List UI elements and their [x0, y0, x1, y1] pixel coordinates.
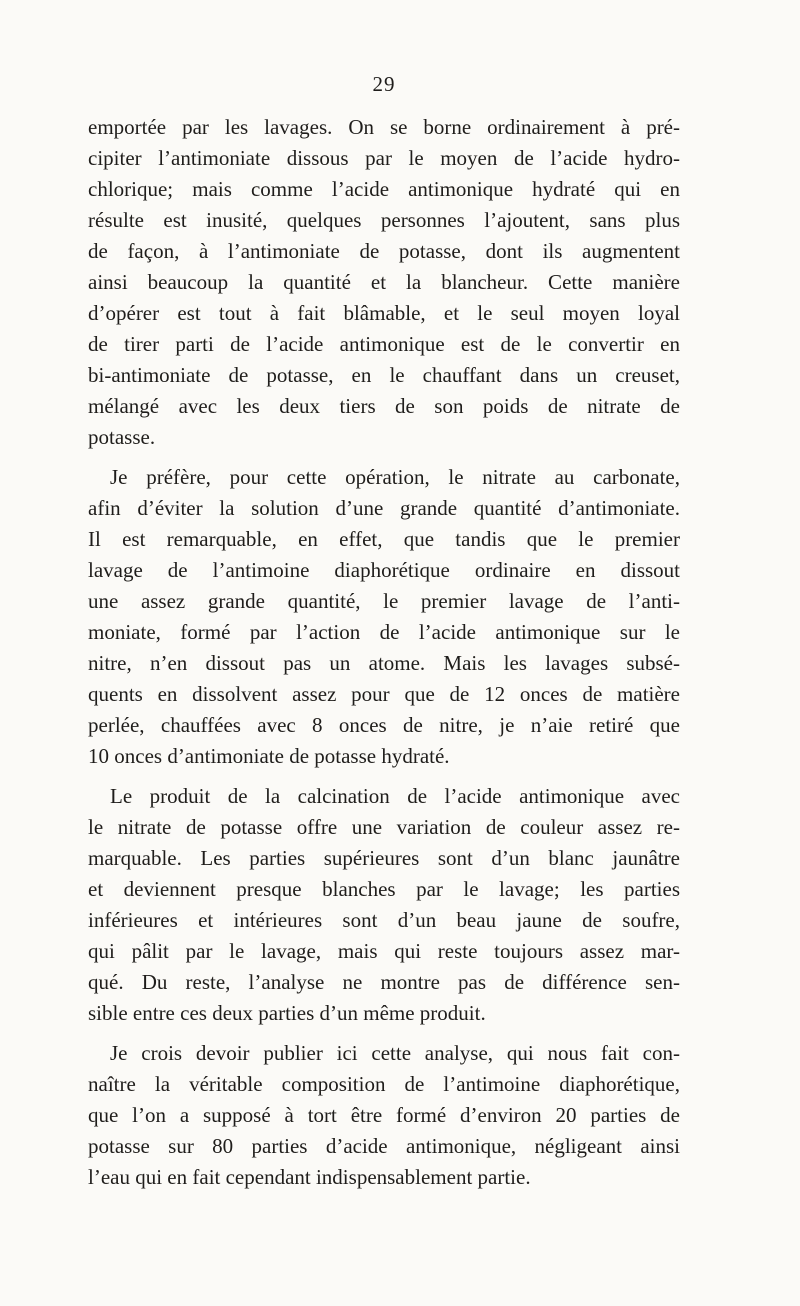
- text-line: bi-antimoniate de potasse, en le chauffant dans un creuset,: [88, 363, 680, 387]
- text-line: d’opérer est tout à fait blâmable, et le seul moyen loyal: [88, 301, 680, 325]
- text-line: potasse.: [88, 425, 156, 449]
- text-line: naître la véritable composition de l’antimoine diaphorétique,: [88, 1072, 680, 1096]
- text-line: perlée, chauffées avec 8 onces de nitre, je n’aie retiré que: [88, 713, 680, 737]
- text-line: de tirer parti de l’acide antimonique est de le convertir en: [88, 332, 680, 356]
- text-line: chlorique; mais comme l’acide antimonique hydraté qui en: [88, 177, 680, 201]
- text-line: ainsi beaucoup la quantité et la blancheur. Cette manière: [88, 270, 680, 294]
- text-line: inférieures et intérieures sont d’un beau jaune de soufre,: [88, 908, 680, 932]
- text-line: et deviennent presque blanches par le lavage; les parties: [88, 877, 680, 901]
- text-line: résulte est inusité, quelques personnes l’ajoutent, sans plus: [88, 208, 680, 232]
- text-line: Je crois devoir publier ici cette analyse, qui nous fait con-: [110, 1041, 680, 1065]
- book-page: [88, 0, 714, 1306]
- text-line: marquable. Les parties supérieures sont d’un blanc jaunâtre: [88, 846, 680, 870]
- text-line: moniate, formé par l’action de l’acide antimonique sur le: [88, 620, 680, 644]
- text-line: mélangé avec les deux tiers de son poids de nitrate de: [88, 394, 680, 418]
- text-line: que l’on a supposé à tort être formé d’environ 20 parties de: [88, 1103, 680, 1127]
- text-line: l’eau qui en fait cependant indispensablement partie.: [88, 1165, 531, 1189]
- text-line: le nitrate de potasse offre une variation de couleur assez re-: [88, 815, 680, 839]
- text-line: lavage de l’antimoine diaphorétique ordinaire en dissout: [88, 558, 680, 582]
- text-line: emportée par les lavages. On se borne ordinairement à pré-: [88, 115, 680, 139]
- text-line: nitre, n’en dissout pas un atome. Mais les lavages subsé-: [88, 651, 680, 675]
- text-line: de façon, à l’antimoniate de potasse, dont ils augmentent: [88, 239, 680, 263]
- paragraph: [88, 112, 680, 453]
- paragraph: [88, 462, 680, 772]
- text-line: Il est remarquable, en effet, que tandis que le premier: [88, 527, 680, 551]
- text-line: cipiter l’antimoniate dissous par le moyen de l’acide hydro-: [88, 146, 680, 170]
- text-line: Je préfère, pour cette opération, le nitrate au carbonate,: [110, 465, 680, 489]
- paragraph: [88, 781, 680, 1029]
- text-line: afin d’éviter la solution d’une grande quantité d’antimoniate.: [88, 496, 680, 520]
- text-line: potasse sur 80 parties d’acide antimonique, négligeant ainsi: [88, 1134, 680, 1158]
- text-line: qui pâlit par le lavage, mais qui reste toujours assez mar-: [88, 939, 680, 963]
- text-line: une assez grande quantité, le premier lavage de l’anti-: [88, 589, 680, 613]
- body-text: [88, 112, 680, 1202]
- page-number: 29: [372, 72, 396, 96]
- text-line: Le produit de la calcination de l’acide antimonique avec: [110, 784, 680, 808]
- text-line: 10 onces d’antimoniate de potasse hydraté.: [88, 744, 450, 768]
- paragraph: [88, 1038, 680, 1193]
- text-line: sible entre ces deux parties d’un même produit.: [88, 1001, 486, 1025]
- text-line: qué. Du reste, l’analyse ne montre pas de différence sen-: [88, 970, 680, 994]
- text-line: quents en dissolvent assez pour que de 12 onces de matière: [88, 682, 680, 706]
